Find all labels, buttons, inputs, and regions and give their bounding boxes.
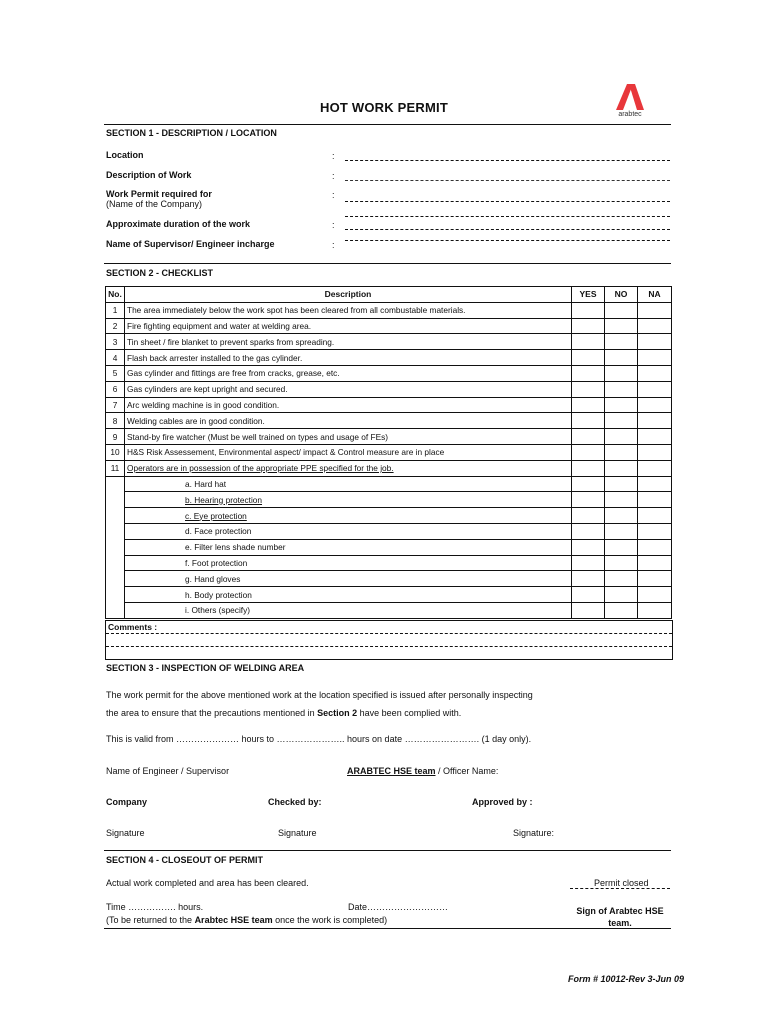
comments-line	[106, 646, 672, 647]
hse-officer-label	[347, 766, 498, 776]
supervisor-label: Name of Supervisor/ Engineer incharge	[106, 239, 275, 249]
table-row	[106, 302, 672, 318]
inspection-paragraph-line2	[106, 708, 461, 718]
col-header-no: No.	[106, 287, 125, 303]
na-cell[interactable]	[638, 571, 672, 587]
yes-cell[interactable]	[572, 350, 605, 366]
table-row	[106, 318, 672, 334]
return-text: (To be returned to the	[106, 915, 195, 925]
company-label: Company	[106, 797, 148, 807]
officer-text: / Officer Name:	[435, 766, 499, 776]
ppe-row	[106, 555, 672, 571]
empty-cell	[106, 476, 125, 492]
section3-heading: SECTION 3 - INSPECTION OF WELDING AREA	[106, 663, 305, 673]
table-row	[106, 381, 672, 397]
col-header-no-answer: NO	[605, 287, 638, 303]
duration-label: Approximate duration of the work	[106, 219, 251, 229]
return-team: Arabtec HSE team	[194, 915, 273, 925]
validity-text: This is valid from ………………… hours to ………………….. hours on date ……………………. (1 day only).	[106, 734, 532, 744]
hse-sign-label	[570, 905, 670, 929]
no-cell[interactable]	[605, 587, 638, 603]
no-cell[interactable]	[605, 334, 638, 350]
section4-heading: SECTION 4 - CLOSEOUT OF PERMIT	[106, 855, 264, 865]
signature-label: Signature	[278, 828, 317, 838]
table-row	[106, 350, 672, 366]
section-divider	[104, 263, 671, 264]
row-number: 6	[106, 381, 125, 397]
na-cell[interactable]	[638, 318, 672, 334]
table-row	[106, 444, 672, 460]
duration-field[interactable]	[345, 216, 670, 217]
table-row	[106, 413, 672, 429]
row-number: 9	[106, 429, 125, 445]
colon: :	[332, 240, 335, 250]
work-permit-label	[106, 189, 212, 209]
empty-cell	[106, 523, 125, 539]
location-label: Location	[106, 150, 144, 160]
table-row	[106, 460, 672, 476]
empty-cell	[106, 492, 125, 508]
ppe-row	[106, 508, 672, 524]
section1-heading: SECTION 1 - DESCRIPTION / LOCATION	[106, 128, 277, 138]
hse-team-text: ARABTEC HSE team	[347, 766, 436, 776]
ppe-item: b. Hearing protection	[125, 492, 572, 508]
inspection-paragraph-line1: The work permit for the above mentioned work at the location specified is issued after personally inspecting	[106, 690, 533, 700]
table-row	[106, 429, 672, 445]
row-number: 10	[106, 444, 125, 460]
para-text: the area to ensure that the precautions mentioned in	[106, 708, 318, 718]
actual-work-text: Actual work completed and area has been cleared.	[106, 878, 309, 888]
location-field[interactable]	[345, 160, 670, 161]
hse-sign-line1: Sign of Arabtec HSE	[576, 906, 664, 916]
na-cell[interactable]	[638, 334, 672, 350]
yes-cell[interactable]	[572, 476, 605, 492]
yes-cell[interactable]	[572, 539, 605, 555]
hse-sign-line2: team.	[608, 918, 632, 928]
comments-label: Comments :	[108, 622, 158, 632]
row-description: H&S Risk Assessement, Environmental aspect/ impact & Control measure are in place	[125, 444, 572, 460]
table-header-row	[106, 287, 672, 303]
row-number: 1	[106, 302, 125, 318]
no-cell[interactable]	[605, 397, 638, 413]
na-cell[interactable]	[638, 460, 672, 476]
ppe-item: h. Body protection	[125, 587, 572, 603]
colon: :	[332, 190, 335, 200]
yes-cell[interactable]	[572, 587, 605, 603]
signature-label: Signature:	[513, 828, 555, 838]
table-row	[106, 397, 672, 413]
na-cell[interactable]	[638, 350, 672, 366]
col-header-yes: YES	[572, 287, 605, 303]
yes-cell[interactable]	[572, 318, 605, 334]
no-cell[interactable]	[605, 381, 638, 397]
ppe-row	[106, 571, 672, 587]
ppe-row	[106, 492, 672, 508]
permit-closed-line	[570, 888, 670, 889]
permit-closed-text: Permit closed	[594, 878, 649, 888]
na-cell[interactable]	[638, 381, 672, 397]
work-permit-sublabel: (Name of the Company)	[106, 199, 203, 209]
row-number: 3	[106, 334, 125, 350]
comments-box[interactable]	[105, 620, 673, 660]
row-description: Stand-by fire watcher (Must be well trained on types and usage of FEs)	[125, 429, 572, 445]
yes-cell[interactable]	[572, 571, 605, 587]
row-description: Welding cables are in good condition.	[125, 413, 572, 429]
ppe-item: a. Hard hat	[125, 476, 572, 492]
form-number: Form # 10012-Rev 3-Jun 09	[568, 974, 685, 984]
ppe-item: d. Face protection	[125, 523, 572, 539]
empty-cell	[106, 602, 125, 618]
yes-cell[interactable]	[572, 508, 605, 524]
no-cell[interactable]	[605, 460, 638, 476]
return-text: once the work is completed)	[272, 915, 388, 925]
row-description: Gas cylinders are kept upright and secured.	[125, 381, 572, 397]
ppe-row	[106, 602, 672, 618]
colon: :	[332, 151, 335, 161]
na-cell[interactable]	[638, 539, 672, 555]
date-text: Date………………………	[348, 902, 449, 912]
description-field[interactable]	[345, 180, 670, 181]
time-text: Time ……………. hours.	[106, 902, 204, 912]
yes-cell[interactable]	[572, 413, 605, 429]
engineer-label: Name of Engineer / Supervisor	[106, 766, 230, 776]
no-cell[interactable]	[605, 365, 638, 381]
section2-heading: SECTION 2 - CHECKLIST	[106, 268, 214, 278]
na-cell[interactable]	[638, 523, 672, 539]
yes-cell[interactable]	[572, 523, 605, 539]
ppe-item: c. Eye protection	[125, 508, 572, 524]
no-cell[interactable]	[605, 350, 638, 366]
no-cell[interactable]	[605, 523, 638, 539]
no-cell[interactable]	[605, 302, 638, 318]
row-number: 5	[106, 365, 125, 381]
section2-reference: Section 2	[317, 708, 358, 718]
page-title: HOT WORK PERMIT	[320, 100, 448, 115]
na-cell[interactable]	[638, 587, 672, 603]
supervisor-field[interactable]	[345, 240, 670, 241]
table-row	[106, 365, 672, 381]
no-cell[interactable]	[605, 508, 638, 524]
ppe-row	[106, 587, 672, 603]
yes-cell[interactable]	[572, 334, 605, 350]
row-description: Gas cylinder and fittings are free from cracks, grease, etc.	[125, 365, 572, 381]
row-number: 4	[106, 350, 125, 366]
yes-cell[interactable]	[572, 555, 605, 571]
row-description: Fire fighting equipment and water at welding area.	[125, 318, 572, 334]
col-header-description: Description	[125, 287, 572, 303]
section-divider	[104, 124, 671, 125]
row-number: 7	[106, 397, 125, 413]
signature-label: Signature	[106, 828, 145, 838]
empty-cell	[106, 587, 125, 603]
duration-field-line2	[345, 229, 670, 230]
na-cell[interactable]	[638, 476, 672, 492]
description-label: Description of Work	[106, 170, 192, 180]
logo-text: arabtec	[618, 111, 642, 118]
ppe-row	[106, 476, 672, 492]
na-cell[interactable]	[638, 429, 672, 445]
yes-cell[interactable]	[572, 492, 605, 508]
yes-cell[interactable]	[572, 302, 605, 318]
ppe-item: g. Hand gloves	[125, 571, 572, 587]
no-cell[interactable]	[605, 539, 638, 555]
col-header-na: NA	[638, 287, 672, 303]
yes-cell[interactable]	[572, 602, 605, 618]
checklist-table	[105, 286, 672, 619]
no-cell[interactable]	[605, 571, 638, 587]
na-cell[interactable]	[638, 508, 672, 524]
section-divider	[104, 928, 671, 929]
na-cell[interactable]	[638, 365, 672, 381]
row-number: 2	[106, 318, 125, 334]
empty-cell	[106, 539, 125, 555]
row-description: The area immediately below the work spot has been cleared from all combustable materials.	[125, 302, 572, 318]
na-cell[interactable]	[638, 302, 672, 318]
na-cell[interactable]	[638, 413, 672, 429]
na-cell[interactable]	[638, 602, 672, 618]
company-field[interactable]	[345, 201, 670, 202]
na-cell[interactable]	[638, 397, 672, 413]
yes-cell[interactable]	[572, 444, 605, 460]
empty-cell	[106, 555, 125, 571]
na-cell[interactable]	[638, 444, 672, 460]
ppe-item: f. Foot protection	[125, 555, 572, 571]
no-cell[interactable]	[605, 429, 638, 445]
yes-cell[interactable]	[572, 397, 605, 413]
row-description: Arc welding machine is in good condition.	[125, 397, 572, 413]
yes-cell[interactable]	[572, 429, 605, 445]
no-cell[interactable]	[605, 318, 638, 334]
no-cell[interactable]	[605, 492, 638, 508]
comments-line	[106, 633, 672, 634]
para-text: have been complied with.	[357, 708, 462, 718]
row-number: 11	[106, 460, 125, 476]
na-cell[interactable]	[638, 492, 672, 508]
row-description: Operators are in possession of the appropriate PPE specified for the job.	[125, 460, 572, 476]
yes-cell[interactable]	[572, 460, 605, 476]
no-cell[interactable]	[605, 444, 638, 460]
yes-cell[interactable]	[572, 365, 605, 381]
return-note	[106, 915, 387, 925]
row-description: Flash back arrester installed to the gas cylinder.	[125, 350, 572, 366]
no-cell[interactable]	[605, 476, 638, 492]
work-permit-label-text: Work Permit required for	[106, 189, 212, 199]
colon: :	[332, 171, 335, 181]
no-cell[interactable]	[605, 413, 638, 429]
ppe-item: e. Filter lens shade number	[125, 539, 572, 555]
ppe-row	[106, 523, 672, 539]
yes-cell[interactable]	[572, 381, 605, 397]
checked-by-label: Checked by:	[268, 797, 322, 807]
section-divider	[104, 850, 671, 851]
ppe-row	[106, 539, 672, 555]
no-cell[interactable]	[605, 555, 638, 571]
row-number: 8	[106, 413, 125, 429]
ppe-item: i. Others (specify)	[125, 602, 572, 618]
table-row	[106, 334, 672, 350]
na-cell[interactable]	[638, 555, 672, 571]
no-cell[interactable]	[605, 602, 638, 618]
row-description: Tin sheet / fire blanket to prevent sparks from spreading.	[125, 334, 572, 350]
empty-cell	[106, 508, 125, 524]
empty-cell	[106, 571, 125, 587]
colon: :	[332, 220, 335, 230]
approved-by-label: Approved by :	[472, 797, 533, 807]
